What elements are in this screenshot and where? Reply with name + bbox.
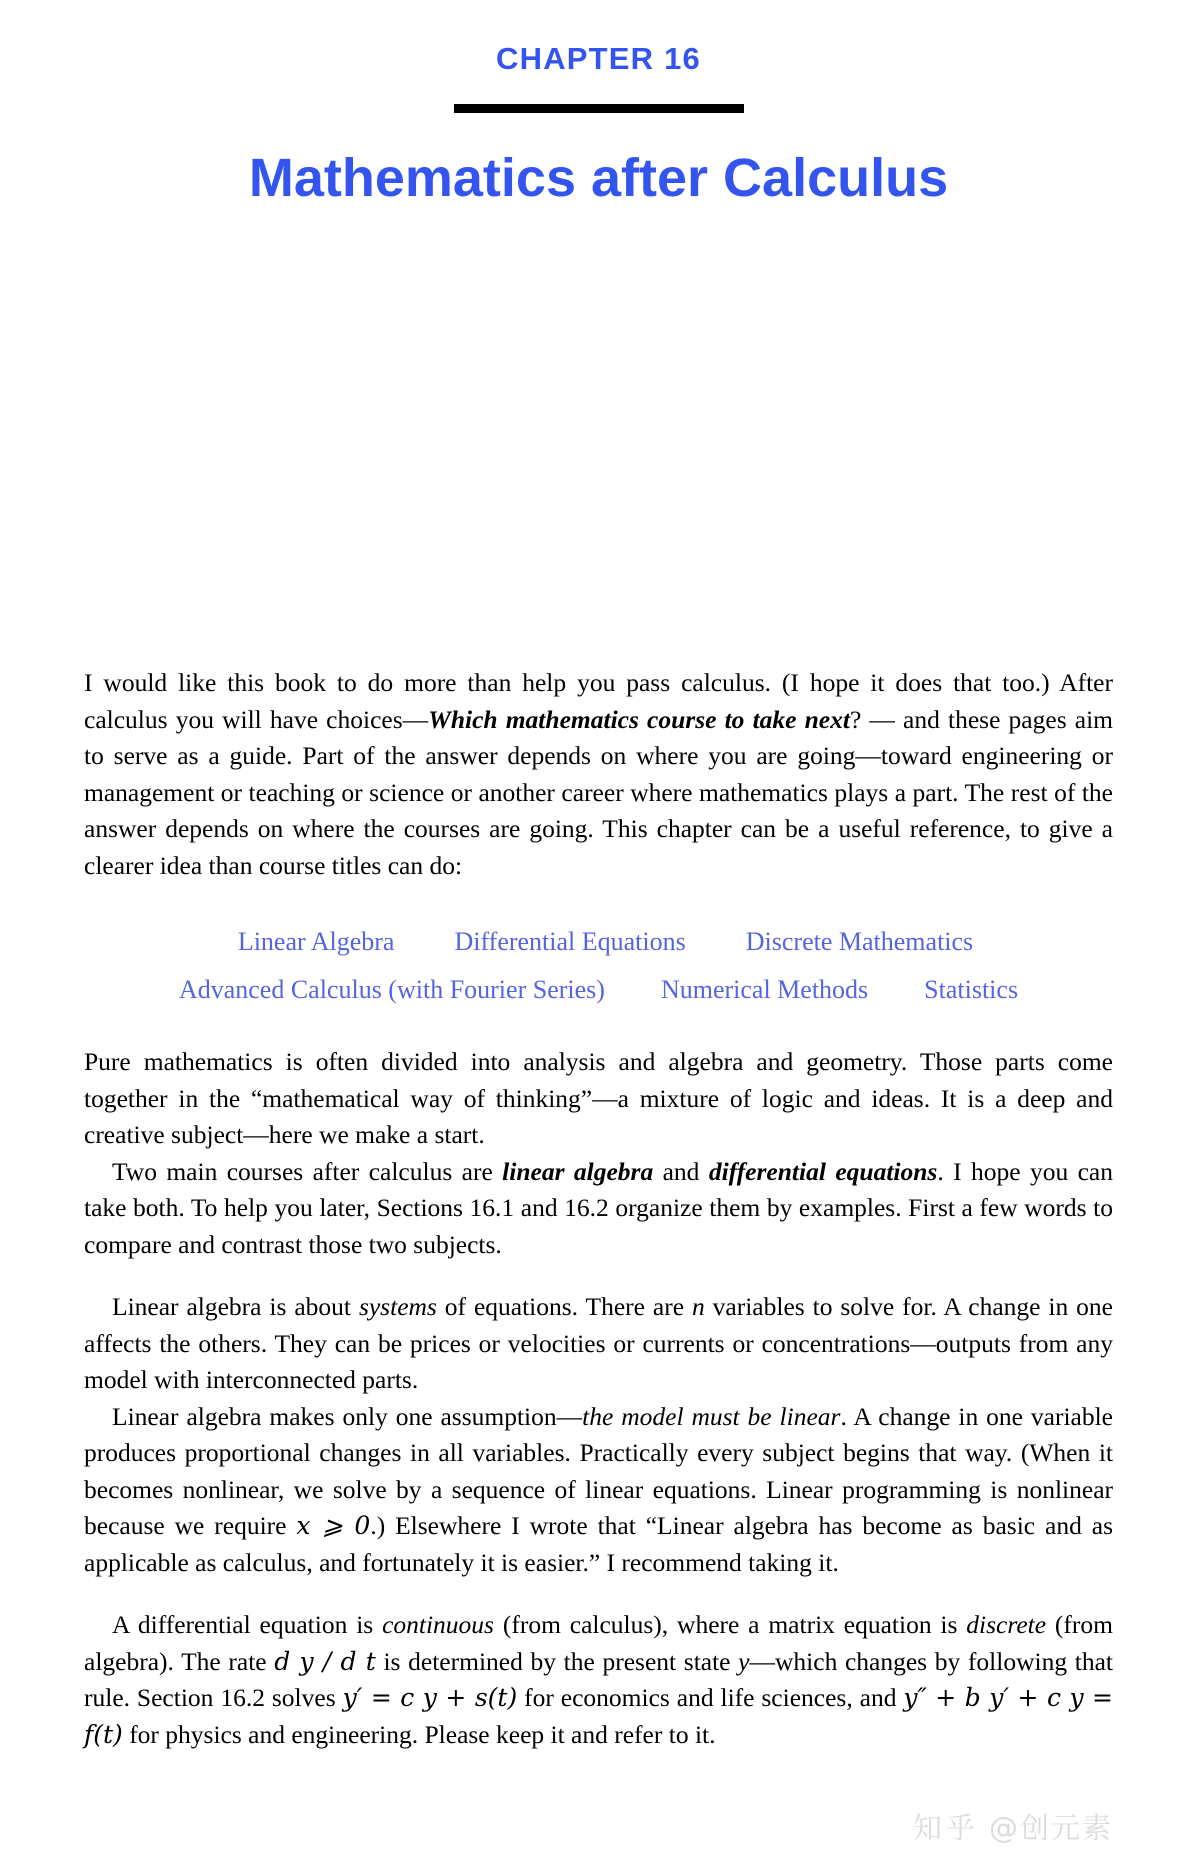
watermark-logo: 知乎 [912,1811,979,1845]
two-courses-text-a: Two main courses after calculus are [112,1156,503,1186]
course-link-numerical-methods[interactable]: Numerical Methods [660,975,869,1004]
systems-variable-n: n [691,1292,705,1321]
paragraph-one-assumption [84,1399,1113,1582]
chapter-label: CHAPTER 16 [496,41,701,76]
intro-text-part1: I would like this book to do more than help you pass calculus. (I hope it does that too.) After calculus you will have choices— [84,668,1113,734]
course-link-statistics[interactable]: Statistics [924,975,1019,1004]
course-link-linear-algebra[interactable]: Linear Algebra [237,927,395,956]
assumption-inequality-formula: x ⩾ 0 [296,1511,371,1540]
body-content [84,665,1113,1753]
course-row-1 [84,918,1113,966]
paragraph-two-main-courses [84,1154,1113,1264]
intro-emphasis: Which mathematics course to take next [428,704,850,734]
page-title: Mathematics after Calculus [248,148,949,209]
systems-text-c: variables to solve for. A change in one affects the others. They can be prices or velocities or currents or concentrations—outputs from any model with interconnected parts. [84,1292,1113,1394]
de-text-e: —which changes by following that rule. Section 16.2 solves [84,1646,1113,1712]
course-link-advanced-calculus[interactable]: Advanced Calculus (with Fourier Series) [178,975,605,1004]
intro-paragraph [84,665,1113,884]
two-courses-emphasis-linear-algebra: linear algebra [502,1156,654,1186]
paragraph-differential-equation [84,1607,1113,1753]
course-link-discrete-mathematics[interactable]: Discrete Mathematics [745,927,974,956]
paragraph-pure-mathematics [84,1044,1113,1154]
de-text-a: A differential equation is [112,1610,383,1639]
de-text-d: is determined by the present state [375,1646,739,1676]
watermark [913,1806,1113,1847]
assumption-text-b: . A change in one variable produces proportional changes in all variables. Practically every subject begins that way. (When it becomes nonlinear, we solve by a sequence of linear equations. Linear programming is nonlinear because we require [84,1401,1114,1540]
chapter-divider-rule [454,104,744,113]
de-text-b: (from calculus), where a matrix equation is [493,1610,967,1639]
assumption-text-c: .) Elsewhere I wrote that “Linear algebra has become as basic and as applicable as calculus, and fortunately it is easier.” I recommend taking it. [84,1511,1113,1577]
systems-text-b: of equations. There are [436,1292,692,1321]
two-courses-text-b: and [653,1156,709,1186]
two-courses-text-c: . I hope you can take both. To help you later, Sections 16.1 and 16.2 organize them by examples. First a few words to compare and contrast those two subjects. [84,1156,1113,1259]
assumption-text-a: Linear algebra makes only one assumption— [112,1401,583,1431]
two-courses-emphasis-differential-equations: differential equations [708,1156,938,1186]
de-emphasis-discrete: discrete [966,1610,1047,1639]
pure-math-text: Pure mathematics is often divided into analysis and algebra and geometry. Those parts come together in the “mathematical way of thinking”—a mixture of logic and ideas. It is a deep and creative subject—here we make a start. [84,1047,1113,1149]
systems-text-a: Linear algebra is about [112,1292,359,1321]
watermark-username: @创元素 [988,1811,1113,1845]
de-formula-dy-dt: d y / d t [274,1646,376,1676]
systems-emphasis: systems [358,1292,437,1321]
de-text-g: for physics and engineering. Please keep it and refer to it. [122,1719,716,1749]
de-formula-first-order: y′ = c y + s(t) [342,1683,518,1712]
course-row-2 [84,966,1113,1014]
course-list [84,918,1113,1014]
de-formula-second-order: y″ + b y′ + c y = f(t) [84,1683,1114,1749]
de-emphasis-continuous: continuous [382,1610,494,1639]
de-text-f: for economics and life sciences, and [517,1683,904,1712]
course-link-differential-equations[interactable]: Differential Equations [454,927,686,956]
intro-text-part2: ? — and these pages aim to serve as a guide. Part of the answer depends on where you are going—toward engineering or management or teaching or science or another career where mathematics plays a part. The rest of the answer depends on where the courses are going. This chapter can be a useful reference, to give a clearer idea than course titles can do: [84,704,1113,880]
paragraph-systems-of-equations [84,1289,1113,1399]
de-text-c: (from algebra). The rate [84,1610,1113,1676]
assumption-emphasis: the model must be linear [582,1401,841,1431]
de-variable-y: y [738,1646,750,1676]
